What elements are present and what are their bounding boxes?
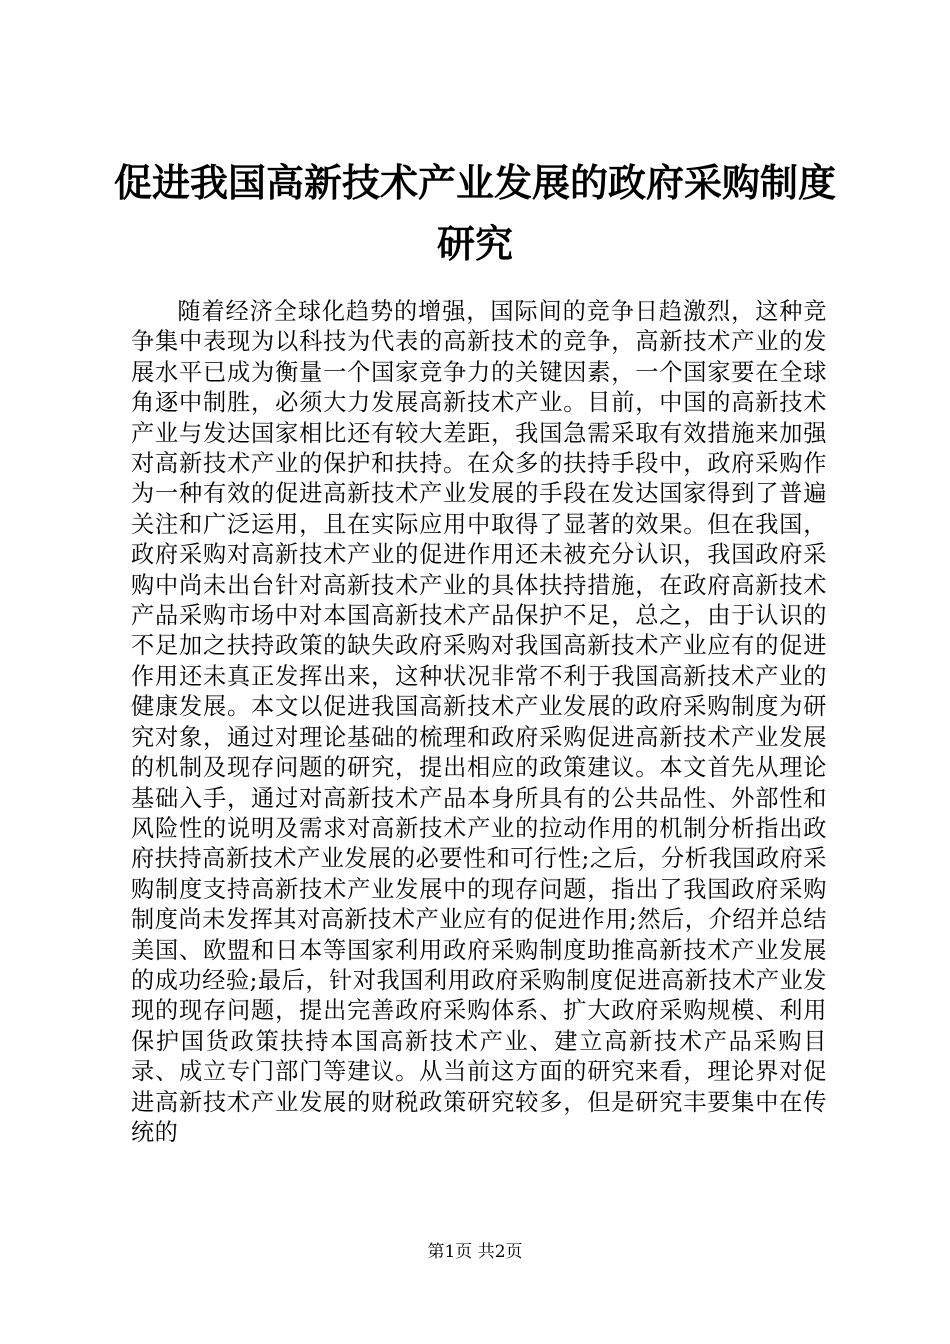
body-paragraph: 随着经济全球化趋势的增强，国际间的竞争日趋激烈，这种竞争集中表现为以科技为代表的高新技术的竞争，高新技术产业的发展水平已成为衡量一个国家竞争力的关键因素，一个国家要在全球角逐中制胜，必须大力发展高新技术产业。目前，中国的高新技术产业与发达国家相比还有较大差距，我国急需采取有效措施来加强对高新技术产业的保护和扶持。在众多的扶持手段中，政府采购作为一种有效的促进高新技术产业发展的手段在发达国家得到了普遍关注和广泛运用，且在实际应用中取得了显著的效果。但在我国，政府采购对高新技术产业的促进作用还未被充分认识，我国政府采购中尚未出台针对高新技术产业的具体扶持措施，在政府高新技术产品采购市场中对本国高新技术产品保护不足，总之，由于认识的不足加之扶持政策的缺失政府采购对我国高新技术产业应有的促进作用还未真正发挥出来，这种状况非常不利于我国高新技术产业的健康发展。本文以促进我国高新技术产业发展的政府采购制度为研究对象，通过对理论基础的梳理和政府采购促进高新技术产业发展的机制及现存问题的研究，提出相应的政策建议。本文首先从理论基础入手，通过对高新技术产品本身所具有的公共品性、外部性和风险性的说明及需求对高新技术产业的拉动作用的机制分析指出政府扶持高新技术产业发展的必要性和可行性;之后，分析我国政府采购制度支持高新技术产业发展中的现存问题，指出了我国政府采购制度尚未发挥其对高新技术产业应有的促进作用;然后，介绍并总结美国、欧盟和日本等国家利用政府采购制度助推高新技术产业发展的成功经验;最后，针对我国利用政府采购制度促进高新技术产业发现的现存问题，提出完善政府采购体系、扩大政府采购规模、利用保护国货政策扶持本国高新技术产业、建立高新技术产品采购目录、成立专门部门等建议。从当前这方面的研究来看，理论界对促进高新技术产业发展的财税政策研究较多，但是研究丰要集中在传统的 — [131, 298, 827, 1146]
document-title: 促进我国高新技术产业发展的政府采购制度研究 — [113, 160, 836, 266]
page-number-footer: 第1页 共2页 — [427, 1242, 523, 1262]
